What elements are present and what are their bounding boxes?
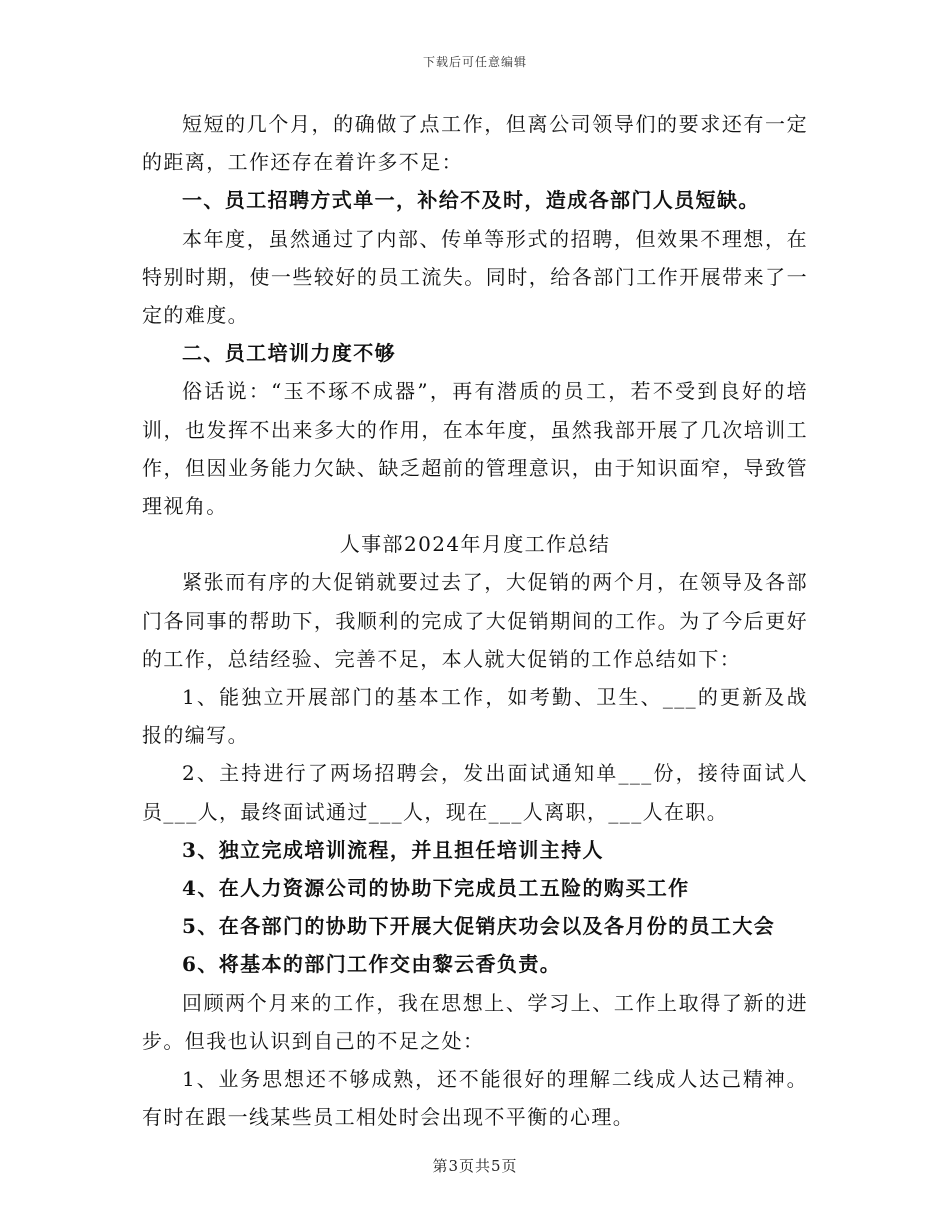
section-heading-1: 一、员工招聘方式单一，补给不及时，造成各部门人员短缺。 <box>182 188 760 213</box>
document-body <box>142 105 808 1136</box>
paragraph-training: 俗话说：“玉不琢不成器”，再有潜质的员工，若不受到良好的培训，也发挥不出来多大的作用，在本年度，虽然我部开展了几次培训工作，但因业务能力欠缺、缺乏超前的管理意识，由于知识面窄，导致管理视角。 <box>142 379 808 519</box>
list-item-2: 2、主持进行了两场招聘会，发出面试通知单___份，接待面试人员___人，最终面试通过___人，现在___人离职，___人在职。 <box>142 761 808 824</box>
page-header: 下载后可任意编辑 <box>422 55 527 69</box>
list-item-4: 4、在人力资源公司的协助下完成员工五险的购买工作 <box>182 876 690 901</box>
document-title: 人事部2024年月度工作总结 <box>339 532 611 557</box>
paragraph-recruitment: 本年度，虽然通过了内部、传单等形式的招聘，但效果不理想，在特别时期，使一些较好的员工流失。同时，给各部门工作开展带来了一定的难度。 <box>142 226 808 328</box>
paragraph-review: 回顾两个月来的工作，我在思想上、学习上、工作上取得了新的进步。但我也认识到自己的不足之处： <box>142 990 808 1053</box>
list-item-5: 5、在各部门的协助下开展大促销庆功会以及各月份的员工大会 <box>182 914 776 939</box>
shortcoming-item-1: 1、业务思想还不够成熟，还不能很好的理解二线成人达己精神。有时在跟一线某些员工相处时会出现不平衡的心理。 <box>142 1067 808 1130</box>
page-footer: 第3页共5页 <box>432 1157 518 1175</box>
paragraph-summary-intro: 紧张而有序的大促销就要过去了，大促销的两个月，在领导及各部门各同事的帮助下，我顺利的完成了大促销期间的工作。为了今后更好的工作，总结经验、完善不足，本人就大促销的工作总结如下： <box>142 570 808 671</box>
section-heading-2: 二、员工培训力度不够 <box>182 341 396 366</box>
list-item-1: 1、能独立开展部门的基本工作，如考勤、卫生、___的更新及战报的编写。 <box>142 685 808 748</box>
paragraph-intro: 短短的几个月，的确做了点工作，但离公司领导们的要求还有一定的距离，工作还存在着许多不足： <box>142 112 808 175</box>
list-item-3: 3、独立完成培训流程，并且担任培训主持人 <box>182 837 604 862</box>
list-item-6: 6、将基本的部门工作交由黎云香负责。 <box>182 952 562 977</box>
